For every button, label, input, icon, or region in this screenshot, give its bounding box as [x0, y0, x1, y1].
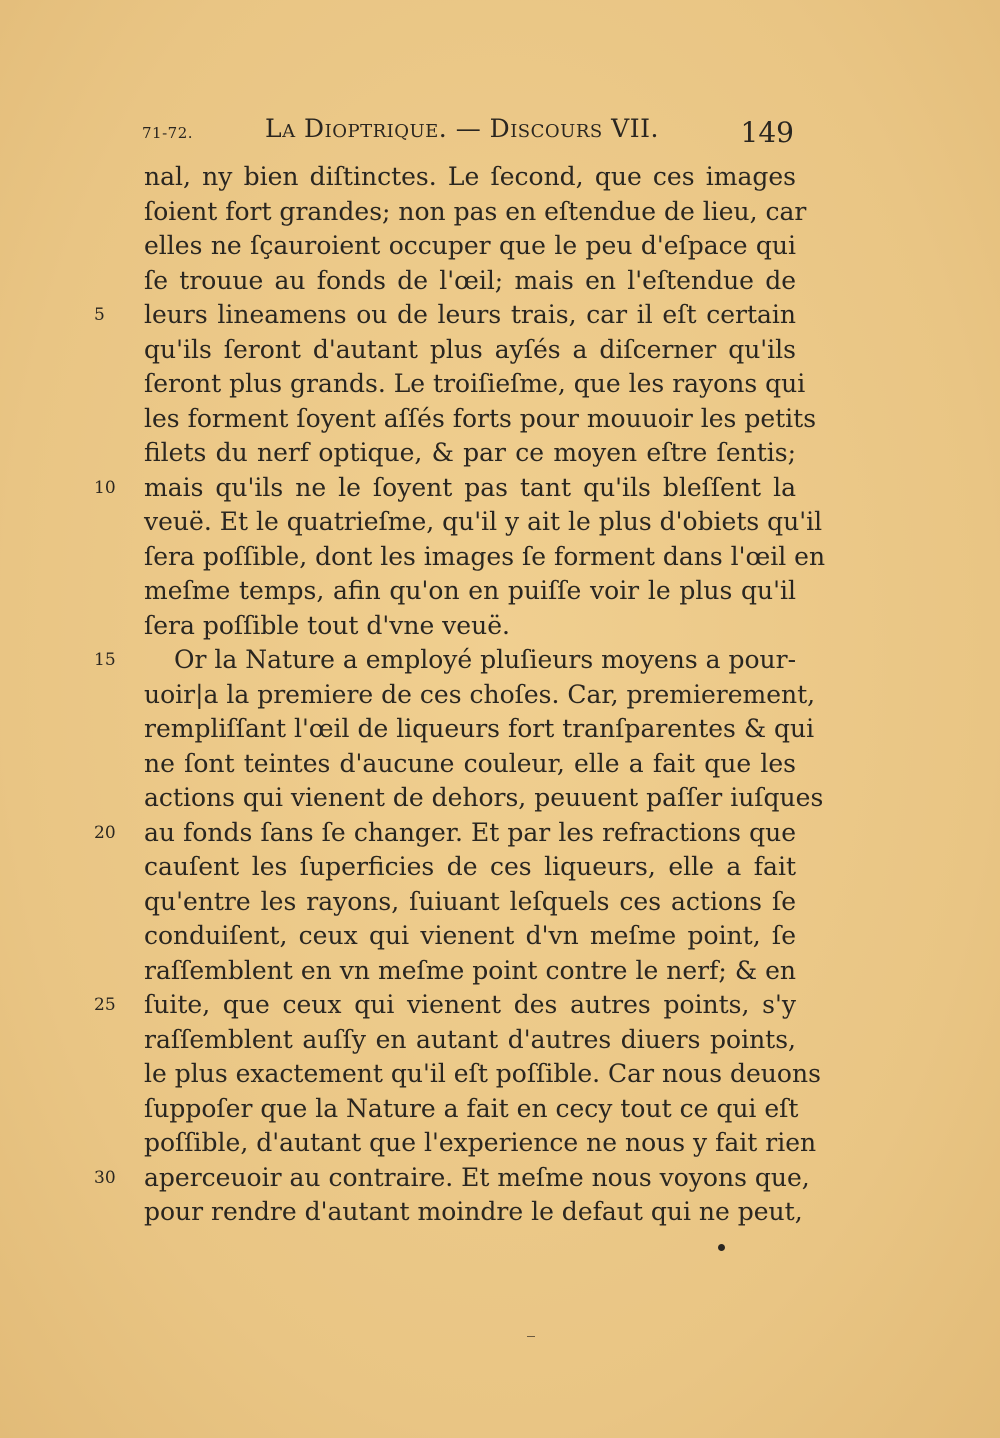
text-line	[144, 954, 796, 989]
text-line	[144, 540, 826, 575]
text-line-content: aperceuoir au contraire. Et meſme nous voyons que,	[144, 1162, 810, 1192]
text-line	[144, 850, 796, 885]
text-line	[144, 885, 796, 920]
text-line-content: leurs lineamens ou de leurs trais, car il eſt certain	[144, 300, 796, 329]
line-number: 25	[94, 995, 116, 1015]
text-line-content: ſe trouue au fonds de l'œil; mais en l'eſtendue de	[144, 265, 796, 295]
line-number: 20	[94, 822, 116, 843]
text-line-content: qu'entre les rayons, ſuiuant leſquels ces actions ſe	[144, 886, 796, 916]
footer-tick-mark	[527, 1336, 535, 1337]
text-line	[144, 264, 796, 299]
text-line	[94, 643, 797, 678]
text-line	[144, 919, 796, 954]
text-line	[144, 712, 815, 747]
folio-reference: 71-72.	[142, 124, 194, 142]
text-line-content: uoir|a la premiere de ces choſes. Car, premierement,	[144, 679, 816, 709]
text-line-content: actions qui vienent de dehors, peuuent paſſer iuſques	[144, 783, 824, 812]
text-line-content: pour rendre d'autant moindre le defaut qui ne peut,	[144, 1197, 803, 1226]
body-text	[94, 160, 826, 1230]
text-line	[144, 1023, 796, 1058]
text-line-content: qu'ils ſeront d'autant plus ayſés a diſcerner qu'ils	[144, 334, 796, 364]
text-line	[144, 160, 796, 195]
text-line-content: cauſent les ſuperficies de ces liqueurs, elle a fait	[144, 852, 796, 881]
text-line-content: les forment ſoyent aſſés forts pour mouuoir les petits	[144, 403, 817, 433]
text-line	[144, 333, 796, 368]
text-line-content: rempliſſant l'œil de liqueurs fort tranſparentes & qui	[144, 714, 815, 743]
text-line-content: ne ſont teintes d'aucune couleur, elle a fait que les	[144, 748, 796, 778]
text-line-content: veuë. Et le quatrieſme, qu'il y ait le plus d'obiets qu'il	[144, 507, 823, 536]
text-line	[144, 229, 796, 264]
text-line	[94, 816, 796, 851]
text-line	[144, 747, 796, 782]
text-line	[144, 402, 817, 437]
text-line-content: ſera poſſible, dont les images ſe forment dans l'œil en	[144, 541, 826, 571]
text-line-content: ſuppoſer que la Nature a fait en cecy tout ce qui eſt	[144, 1093, 799, 1123]
text-line-content: le plus exactement qu'il eſt poſſible. Car nous deuons	[144, 1059, 821, 1088]
text-line	[144, 367, 806, 402]
text-line-content: poſſible, d'autant que l'experience ne nous y fait rien	[144, 1128, 817, 1157]
text-line	[144, 678, 816, 713]
line-number: 10	[94, 477, 116, 498]
text-line	[144, 1195, 803, 1230]
text-line	[94, 1161, 810, 1196]
text-line	[144, 505, 823, 540]
text-line	[94, 988, 796, 1023]
text-line	[144, 609, 796, 644]
text-line	[144, 1057, 821, 1092]
line-number: 15	[94, 650, 116, 670]
text-line-content: au fonds ſans ſe changer. Et par les refractions que	[144, 817, 796, 847]
text-line	[144, 781, 824, 816]
text-line-content: mais qu'ils ne le ſoyent pas tant qu'ils bleſſent la	[144, 472, 796, 502]
text-line-content: nal, ny bien diſtinctes. Le ſecond, que ces images	[144, 162, 796, 191]
text-line-content: filets du nerf optique, & par ce moyen eſtre ſentis;	[144, 438, 796, 467]
printer-dot-mark	[718, 1244, 725, 1251]
running-title: La Dioptrique. — Discours VII.	[265, 114, 659, 143]
text-line-content: raſſemblent en vn meſme point contre le nerf; & en	[144, 955, 796, 985]
text-line	[144, 195, 807, 230]
text-line	[144, 574, 796, 609]
text-line	[94, 471, 796, 506]
text-line-content: ſeront plus grands. Le troiſieſme, que les rayons qui	[144, 369, 806, 398]
text-line-content: raſſemblent auſſy en autant d'autres diuers points,	[144, 1024, 796, 1054]
text-line	[144, 1126, 817, 1161]
text-line-content: conduiſent, ceux qui vienent d'vn meſme point, ſe	[144, 921, 796, 950]
page-number: 149	[740, 116, 794, 149]
text-line-content: ſuite, que ceux qui vienent des autres points, s'y	[144, 990, 796, 1019]
text-line-content: elles ne ſçauroient occuper que le peu d'eſpace qui	[144, 231, 796, 260]
running-header	[140, 112, 796, 152]
text-line	[94, 298, 796, 333]
text-line	[144, 1092, 799, 1127]
text-line-content: ſera poſſible tout d'vne veuë.	[144, 610, 510, 640]
text-line-content: meſme temps, afin qu'on en puiſſe voir le plus qu'il	[144, 576, 796, 605]
line-number: 30	[94, 1167, 116, 1188]
text-line-content: Or la Nature a employé pluſieurs moyens a pour-	[174, 645, 797, 674]
line-number: 5	[94, 305, 105, 325]
text-line	[144, 436, 796, 471]
text-line-content: ſoient fort grandes; non pas en eſtendue de lieu, car	[144, 196, 807, 226]
